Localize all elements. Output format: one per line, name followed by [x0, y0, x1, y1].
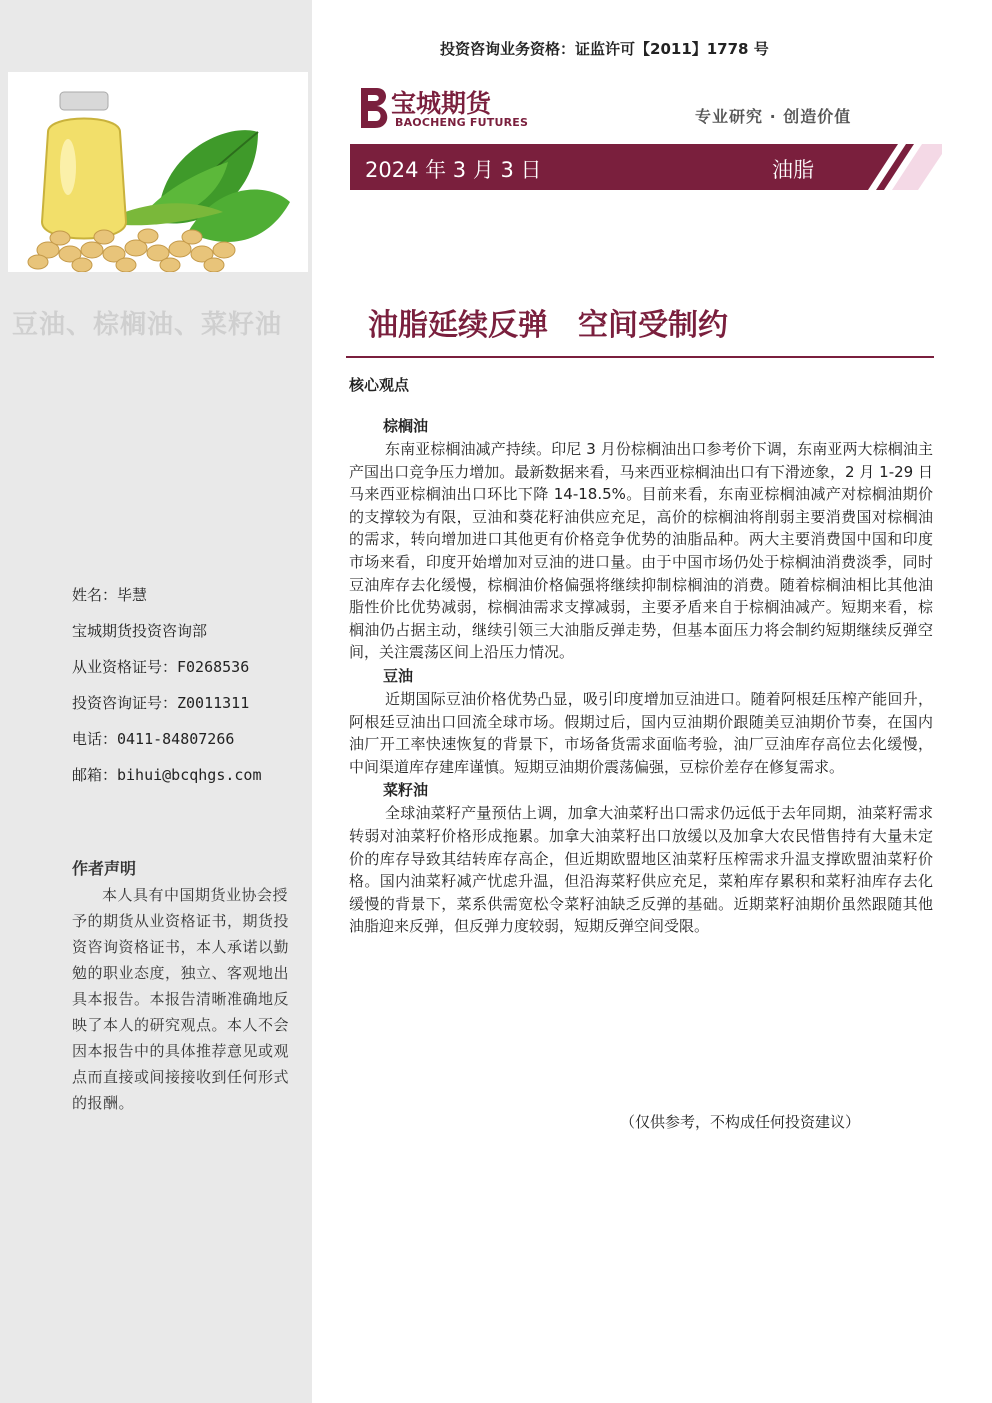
author-phone: 电话：0411-84807266 [72, 730, 235, 748]
company-logo [355, 84, 529, 132]
sidebar-title: 豆油、棕榈油、菜籽油 [12, 310, 283, 340]
oil-jar [42, 119, 126, 239]
declaration-text: 本人具有中国期货业协会授予的期货从业资格证书，期货投资咨询资格证书，本人承诺以勤勉的职业态度，独立、客观地出具本报告。本报告清晰准确地反映了本人的研究观点。本人不会因本报告中的具体推荐意见或观点而直接或间接接收到任何形式的报酬。 [72, 886, 290, 1112]
disclaimer: （仅供参考，不构成任何投资建议） [620, 1113, 861, 1131]
license-text: 投资咨询业务资格：证监许可【2011】1778 号 [440, 40, 769, 58]
declaration-title: 作者声明 [72, 859, 137, 878]
report-date: 2024 年 3 月 3 日 [365, 158, 542, 182]
section-text-soybean-oil: 近期国际豆油价格优势凸显，吸引印度增加豆油进口。随着阿根廷压榨产能回升，阿根廷豆油出口回流全球市场。假期过后，国内豆油期价跟随美豆油期价节奏，在国内油厂开工率快速恢复的背景下，市场备货需求面临考验，油厂豆油库存高位去化缓慢，中间渠道库存建库谨慎。短期豆油期价震荡偏强，豆棕价差存在修复需求。 [349, 689, 933, 776]
report-title: 油脂延续反弹 空间受制约 [368, 308, 728, 343]
report-category: 油脂 [772, 158, 814, 182]
title-divider [346, 356, 934, 358]
section-title-rapeseed-oil: 菜籽油 [383, 781, 429, 800]
sidebar [0, 0, 312, 1403]
soybean-oil-illustration [8, 72, 308, 272]
report-body [349, 414, 933, 938]
section-title-palm-oil: 棕榈油 [383, 417, 429, 435]
logo-chinese-name: 宝城期货 [391, 89, 492, 118]
soybean-oil-image [8, 72, 308, 272]
author-name: 姓名：毕慧 [72, 586, 148, 604]
author-qualification: 从业资格证号：F0268536 [72, 658, 250, 676]
section-text-palm-oil: 东南亚棕榈油减产持续。印尼 3 月份棕榈油出口参考价下调，东南亚两大棕榈油主产国出口竞争压力增加。最新数据来看，马来西亚棕榈油出口有下滑迹象，2 月 1-29 日马来西亚棕榈油出口环比下降 14-18.5%。目前来看，东南亚棕榈油减产对棕榈油期价的支撑较为有限，豆油和葵花籽油供应充足，高价的棕榈油将削弱主要消费国对棕榈油的需求，转向增加进口其他更有价格竞争优势的油脂品种。两大主要消费国中国和印度市场来看，印度开始增加对豆油的进口量。由于中国市场仍处于棕榈油消费淡季，同时豆油库存去化缓慢，棕榈油价格偏强将继续抑制棕榈油的消费。随着棕榈油相比其他油脂性价比优势减弱，棕榈油需求支撑减弱，主要矛盾来自于棕榈油减产。短期来看，棕榈油仍占据主动，继续引领三大油脂反弹走势，但基本面压力将会制约短期继续反弹空间，关注震荡区间上沿压力情况。 [349, 440, 933, 662]
author-email: 邮箱：bihui@bcqhgs.com [72, 766, 262, 784]
author-info [72, 584, 312, 800]
core-label: 核心观点 [349, 376, 410, 394]
jar-lid [60, 92, 108, 110]
section-text-rapeseed-oil: 全球油菜籽产量预估上调，加拿大油菜籽出口需求仍远低于去年同期，油菜籽需求转弱对油菜籽价格形成拖累。加拿大油菜籽出口放缓以及加拿大农民惜售持有大量未定价的库存导致其结转库存高企，但近期欧盟地区油菜籽压榨需求升温支撑欧盟油菜籽价格。国内油菜籽减产忧虑升温，但沿海菜籽供应充足，菜粕库存累积和菜籽油库存去化缓慢的背景下，菜系供需宽松令菜籽油缺乏反弹的基础。近期菜籽油期价虽然跟随其他油脂迎来反弹，但反弹力度较弱，短期反弹空间受限。 [349, 804, 933, 936]
logo-english-name: BAOCHENG FUTURES [395, 116, 529, 129]
slogan: 专业研究 · 创造价值 [695, 107, 852, 126]
logo-emblem-icon [355, 84, 391, 132]
author-dept: 宝城期货投资咨询部 [72, 622, 208, 640]
section-title-soybean-oil: 豆油 [383, 666, 414, 685]
author-advisory: 投资咨询证号：Z0011311 [72, 694, 250, 712]
